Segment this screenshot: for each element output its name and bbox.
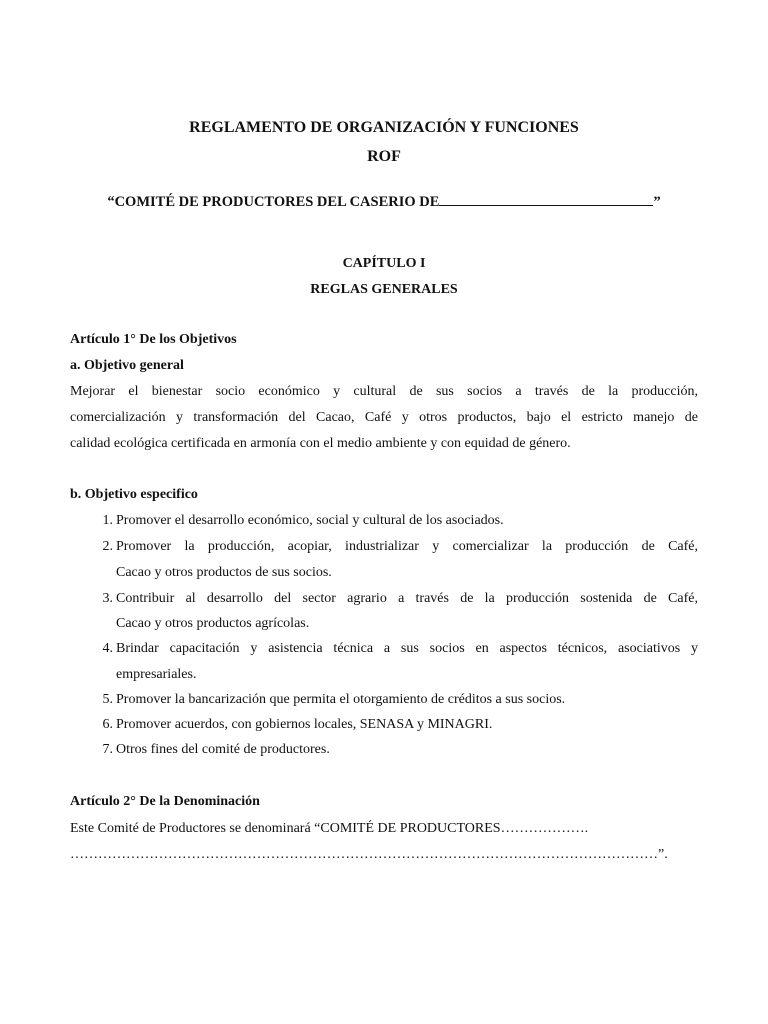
list-item-number: 6. <box>102 717 113 732</box>
document-subtitle: ROF <box>367 148 401 165</box>
paragraph-line: Mejorar el bienestar socio económico y cultural de sus socios a través de la producción, <box>70 384 698 399</box>
list-item-text: Otros fines del comité de productores. <box>116 742 330 757</box>
list-item-number: 1. <box>102 513 113 528</box>
list-item-text: Promover acuerdos, con gobiernos locales, SENASA y MINAGRI. <box>116 717 493 732</box>
article2-heading: Artículo 2° De la Denominación <box>70 794 260 809</box>
committee-name-line <box>0 193 768 211</box>
list-item-text: Promover la bancarización que permita el otorgamiento de créditos a sus socios. <box>116 692 566 707</box>
list-item-number: 5. <box>102 692 113 707</box>
general-objective-label: a. Objetivo general <box>70 358 184 373</box>
paragraph-line: comercialización y transformación del Cacao, Café y otros productos, bajo el estricto manejo de <box>70 410 698 425</box>
chapter-label: CAPÍTULO I <box>342 256 426 271</box>
list-item-number: 3. <box>102 591 113 606</box>
list-item-number: 2. <box>102 539 113 554</box>
document-title: REGLAMENTO DE ORGANIZACIÓN Y FUNCIONES <box>189 119 579 136</box>
list-item-text: Brindar capacitación y asistencia técnica a sus socios en aspectos técnicos, asociativos y <box>116 641 698 656</box>
article2-text: Este Comité de Productores se denominará “COMITÉ DE PRODUCTORES………………. <box>70 821 589 836</box>
general-objective-paragraph <box>70 379 698 457</box>
list-item-text: Promover la producción, acopiar, industrializar y comercializar la producción de Café, <box>116 539 698 554</box>
list-item-number: 4. <box>102 641 113 656</box>
paragraph-line: calidad ecológica certificada en armonía con el medio ambiente y con equidad de género. <box>70 436 571 451</box>
committee-prefix: “COMITÉ DE PRODUCTORES DEL CASERIO DE <box>107 194 440 210</box>
list-item-text: Cacao y otros productos agrícolas. <box>116 616 310 631</box>
specific-objective-label: b. Objetivo especifico <box>70 487 198 502</box>
article1-heading: Artículo 1° De los Objetivos <box>70 332 237 347</box>
chapter-name: REGLAS GENERALES <box>310 282 458 297</box>
article2-blank-line: ………………………………………………………………………………………………………………”. <box>70 847 668 862</box>
list-item-text: Cacao y otros productos de sus socios. <box>116 565 332 580</box>
list-item-text: empresariales. <box>116 667 197 682</box>
list-item-number: 7. <box>102 742 113 757</box>
caserio-blank-field <box>439 193 653 206</box>
list-item-text: Promover el desarrollo económico, social y cultural de los asociados. <box>116 513 504 528</box>
committee-suffix: ” <box>653 194 661 210</box>
list-item-text: Contribuir al desarrollo del sector agrario a través de la producción sostenida de Café, <box>116 591 698 606</box>
